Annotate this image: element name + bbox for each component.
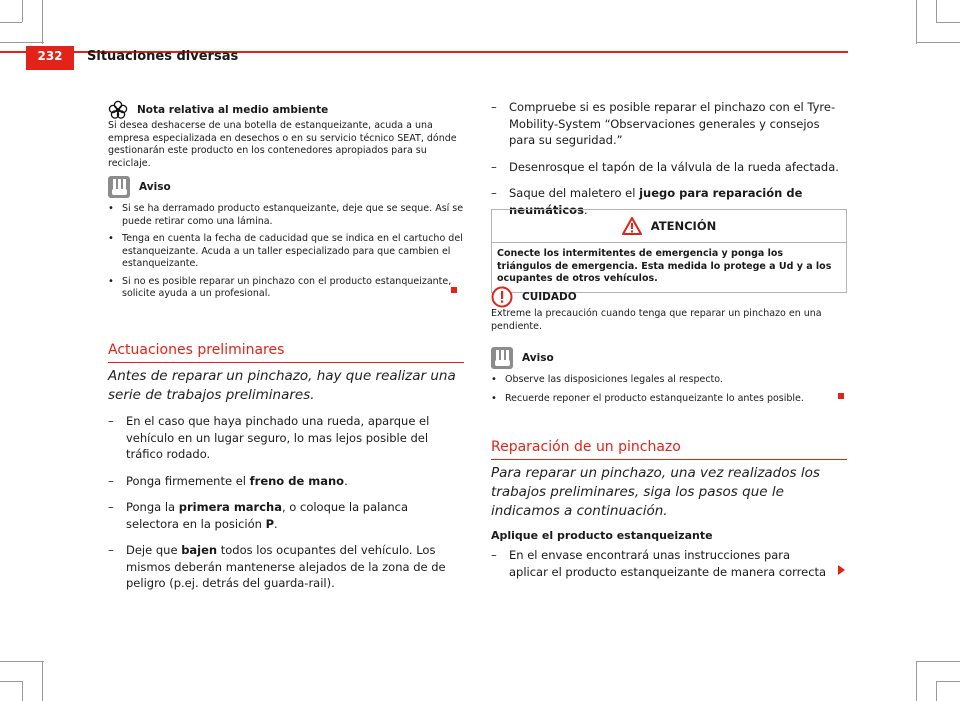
crop-mark [0, 661, 44, 662]
intro-text: Antes de reparar un pinchazo, hay que realizar una serie de trabajos preliminares. [108, 368, 456, 403]
crop-mark [916, 661, 917, 701]
warning-title: ATENCIÓN [650, 219, 717, 233]
crop-mark [936, 0, 937, 22]
crop-mark [916, 0, 917, 44]
crop-mark [916, 42, 960, 43]
page-number: 232 [37, 49, 63, 63]
list-item: • Tenga en cuenta la fecha de caducidad que se indica en el cartucho del estanqueizante. Acuda a un taller especializado para que cambien el estanqueizante. [108, 233, 464, 271]
crop-mark [0, 681, 22, 682]
list-item: – Saque del maletero el juego para reparación de neumáticos. [491, 185, 847, 218]
aviso-box-right [491, 347, 847, 410]
subheading: Aplique el producto estanqueizante [491, 529, 713, 542]
info-icon [108, 176, 130, 198]
caution-note [491, 286, 847, 333]
section-heading: Reparación de un pinchazo [491, 439, 847, 460]
list-item: – En el caso que haya pinchado una rueda, aparque el vehículo en un lugar seguro, lo mas lejos posible del tráfico rodado. [108, 413, 464, 463]
aviso-title: Aviso [139, 181, 171, 193]
environment-note-title: Nota relativa al medio ambiente [137, 104, 329, 116]
continue-arrow-icon [838, 565, 845, 575]
warning-box [491, 209, 847, 293]
info-icon [491, 347, 513, 369]
crop-mark [936, 22, 960, 23]
environment-note-text: Si desea deshacerse de una botella de estanqueizante, acuda a una empresa especializada en desechos o en su servicio técnico SEAT, dónde gestionarán este producto en los contenedores apropiados para su reciclaje. [108, 120, 457, 169]
list-item: – Compruebe si es posible reparar el pinchazo con el Tyre-Mobility-System “Observaciones generales y consejos para su seguridad.” [491, 99, 847, 149]
crop-mark [916, 661, 960, 662]
intro-text: Para reparar un pinchazo, una vez realizados los trabajos preliminares, siga los pasos que le indicamos a continuación. [491, 465, 820, 519]
crop-mark [42, 661, 43, 701]
aviso-title: Aviso [522, 352, 554, 364]
environment-note [108, 100, 464, 170]
crop-mark [42, 0, 43, 44]
crop-mark [936, 681, 960, 682]
caution-text: Extreme la precaución cuando tenga que reparar un pinchazo en una pendiente. [491, 308, 822, 332]
list-item: – Ponga la primera marcha, o coloque la palanca selectora en la posición P. [108, 499, 464, 532]
list-item: • Observe las disposiciones legales al respecto. [491, 374, 847, 387]
flower-icon [108, 100, 128, 120]
list-item: – Deje que bajen todos los ocupantes del vehículo. Los mismos deberán mantenerse alejados de la zona de de peligro (p.ej. detrás del guarda-rail). [108, 542, 464, 592]
section-heading: Actuaciones preliminares [108, 342, 464, 363]
aviso-box-left [108, 176, 464, 306]
list-item: – Desenrosque el tapón de la válvula de la rueda afectada. [491, 159, 847, 176]
crop-mark [936, 681, 937, 701]
list-item: – En el envase encontrará unas instrucciones para aplicar el producto estanqueizante de manera correcta [491, 547, 831, 580]
caution-title: CUIDADO [522, 291, 577, 303]
list-item: – Ponga firmemente el freno de mano. [108, 473, 464, 490]
warning-text: Conecte los intermitentes de emergencia y ponga los triángulos de emergencia. Esta medida lo protege a Ud y a los ocupantes de otros vehículos. [497, 248, 832, 284]
crop-mark [0, 22, 22, 23]
section-end-mark [451, 287, 457, 293]
caution-icon [491, 286, 513, 308]
list-item: • Recuerde reponer el producto estanqueizante lo antes posible. [491, 393, 847, 406]
warning-triangle-icon [622, 217, 642, 235]
list-item: • Si se ha derramado producto estanqueizante, deje que se seque. Así se puede retirar como una lámina. [108, 203, 464, 228]
section-title: Situaciones diversas [87, 49, 239, 64]
section-end-mark [838, 393, 844, 399]
crop-mark [22, 681, 23, 701]
crop-mark [22, 0, 23, 22]
crop-mark [0, 42, 44, 43]
list-item: • Si no es posible reparar un pinchazo con el producto estanqueizante, solicite ayuda a un profesional. [108, 276, 464, 301]
steps-list [108, 413, 464, 602]
